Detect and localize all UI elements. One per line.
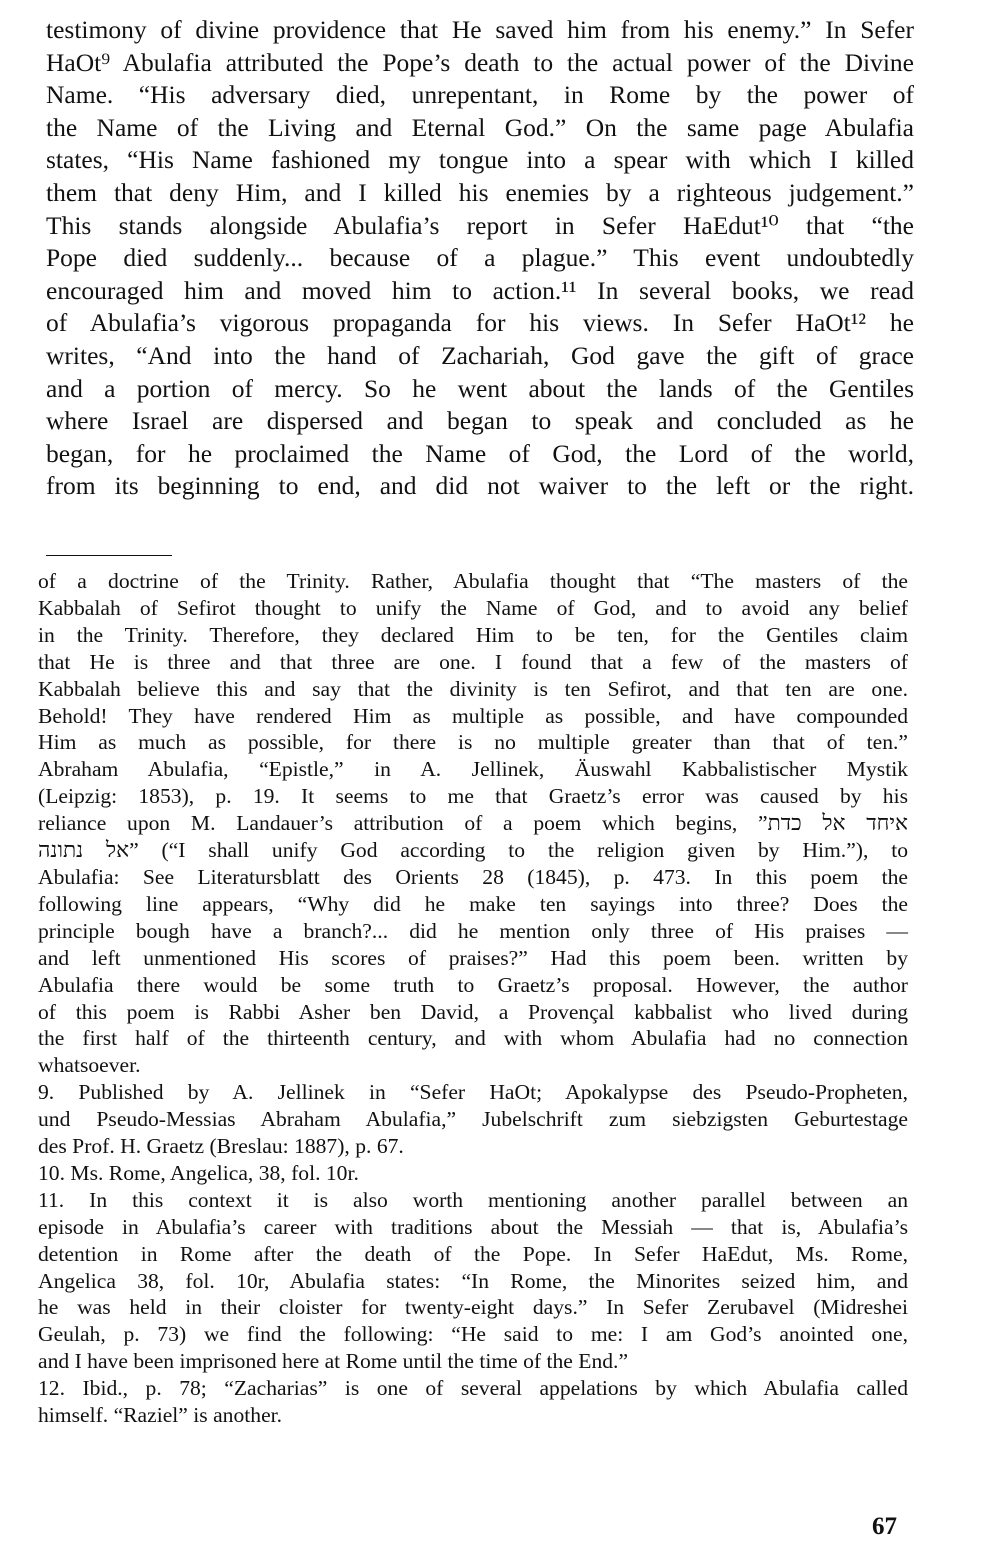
footnote-line: of this poem is Rabbi Asher ben David, a Provençal kabbalist who lived during bbox=[38, 999, 908, 1024]
footnote-line: reliance upon M. Landauer’s attribution of a poem which begins, ”איחד אל כדת bbox=[38, 811, 908, 836]
footnote-line: Abraham Abulafia, “Epistle,” in A. Jellinek, Äuswahl Kabbalistischer Mystik bbox=[38, 757, 908, 782]
body-text-line: Pope died suddenly... because of a plague.” This event undoubtedly bbox=[46, 243, 914, 273]
footnote-line: he was held in their cloister for twenty-eight days.” In Sefer Zerubavel (Midreshei bbox=[38, 1295, 908, 1320]
footnote-line: episode in Abulafia’s career with traditions about the Messiah — that is, Abulafia’s bbox=[38, 1214, 908, 1239]
body-text-line: where Israel are dispersed and began to speak and concluded as he bbox=[46, 406, 914, 436]
footnote-line: in the Trinity. Therefore, they declared Him to be ten, for the Gentiles claim bbox=[38, 622, 908, 647]
body-text-line: of Abulafia’s vigorous propaganda for his views. In Sefer HaOt¹² he bbox=[46, 308, 914, 338]
footnote-line: אל נתונה” (“I shall unify God according to the religion given by Him.”), to bbox=[38, 838, 908, 863]
footnote-line: (Leipzig: 1853), p. 19. It seems to me that Graetz’s error was caused by his bbox=[38, 784, 908, 809]
footnote-line: the first half of the thirteenth century, and with whom Abulafia had no connection bbox=[38, 1026, 908, 1051]
footnote-line: 10. Ms. Rome, Angelica, 38, fol. 10r. bbox=[38, 1160, 359, 1185]
footnote-line: 12. Ibid., p. 78; “Zacharias” is one of several appelations by which Abulafia called bbox=[38, 1376, 908, 1401]
footnote-line: Kabbalah believe this and say that the divinity is ten Sefirot, and that ten are one. bbox=[38, 676, 908, 701]
body-text-line: HaOt⁹ Abulafia attributed the Pope’s death to the actual power of the Divine bbox=[46, 47, 914, 77]
body-text-line: states, “His Name fashioned my tongue into a spear with which I killed bbox=[46, 145, 914, 175]
body-text-line: testimony of divine providence that He saved him from his enemy.” In Sefer bbox=[46, 15, 914, 44]
footnote-line: that He is three and that three are one. I found that a few of the masters of bbox=[38, 649, 908, 674]
footnote-line: Abulafia: See Literatursblatt des Orients 28 (1845), p. 473. In this poem the bbox=[38, 864, 908, 889]
footnote-line: Him as much as possible, for there is no multiple greater than that of ten.” bbox=[38, 730, 908, 755]
footnote-line: and I have been imprisoned here at Rome until the time of the End.” bbox=[38, 1349, 629, 1374]
footnote-line: und Pseudo-Messias Abraham Abulafia,” Jubelschrift zum siebzigsten Geburtestage bbox=[38, 1107, 908, 1132]
body-text-line: from its beginning to end, and did not waiver to the left or the right. bbox=[46, 471, 914, 501]
footnote-line: Geulah, p. 73) we find the following: “He said to me: I am God’s anointed one, bbox=[38, 1322, 908, 1347]
footnote-line: of a doctrine of the Trinity. Rather, Abulafia thought that “The masters of the bbox=[38, 569, 908, 593]
footnote-line: principle bough have a branch?... did he mention only three of His praises — bbox=[38, 918, 908, 943]
body-text-line: and a portion of mercy. So he went about the lands of the Gentiles bbox=[46, 373, 914, 403]
footnotes-block bbox=[38, 568, 908, 1429]
footnote-line: detention in Rome after the death of the Pope. In Sefer HaEdut, Ms. Rome, bbox=[38, 1241, 908, 1266]
footnote-line: himself. “Raziel” is another. bbox=[38, 1403, 283, 1428]
footnote-line: whatsoever. bbox=[38, 1053, 141, 1078]
body-text-line: them that deny Him, and I killed his enemies by a righteous judgement.” bbox=[46, 177, 914, 207]
footnote-line: and left unmentioned His scores of praises?” Had this poem been. written by bbox=[38, 945, 908, 970]
footnote-line: 11. In this context it is also worth mentioning another parallel between an bbox=[38, 1187, 908, 1212]
footnote-line: des Prof. H. Graetz (Breslau: 1887), p. 67. bbox=[38, 1134, 404, 1159]
body-text-line: writes, “And into the hand of Zachariah, God gave the gift of grace bbox=[46, 340, 914, 370]
body-text-line: the Name of the Living and Eternal God.” On the same page Abulafia bbox=[46, 112, 914, 142]
body-text-line: Name. “His adversary died, unrepentant, in Rome by the power of bbox=[46, 80, 914, 110]
footnote-line: Behold! They have rendered Him as multiple as possible, and have compounded bbox=[38, 703, 908, 728]
footnote-line: 9. Published by A. Jellinek in “Sefer HaOt; Apokalypse des Pseudo-Propheten, bbox=[38, 1080, 908, 1105]
body-text-line: encouraged him and moved him to action.¹¹ In several books, we read bbox=[46, 275, 914, 305]
footnote-line: Abulafia there would be some truth to Graetz’s proposal. However, the author bbox=[38, 972, 908, 997]
body-text-line: This stands alongside Abulafia’s report in Sefer HaEdut¹⁰ that “the bbox=[46, 210, 914, 240]
footnote-line: Angelica 38, fol. 10r, Abulafia states: “In Rome, the Minorites seized him, and bbox=[38, 1268, 908, 1293]
page-number: 67 bbox=[872, 1513, 897, 1540]
footnote-line: following line appears, “Why did he make ten sayings into three? Does the bbox=[38, 891, 908, 916]
body-text-line: began, for he proclaimed the Name of God, the Lord of the world, bbox=[46, 438, 914, 468]
footnote-separator-rule bbox=[46, 555, 172, 556]
main-body-text bbox=[46, 14, 914, 503]
footnote-line: Kabbalah of Sefirot thought to unify the Name of God, and to avoid any belief bbox=[38, 595, 908, 620]
